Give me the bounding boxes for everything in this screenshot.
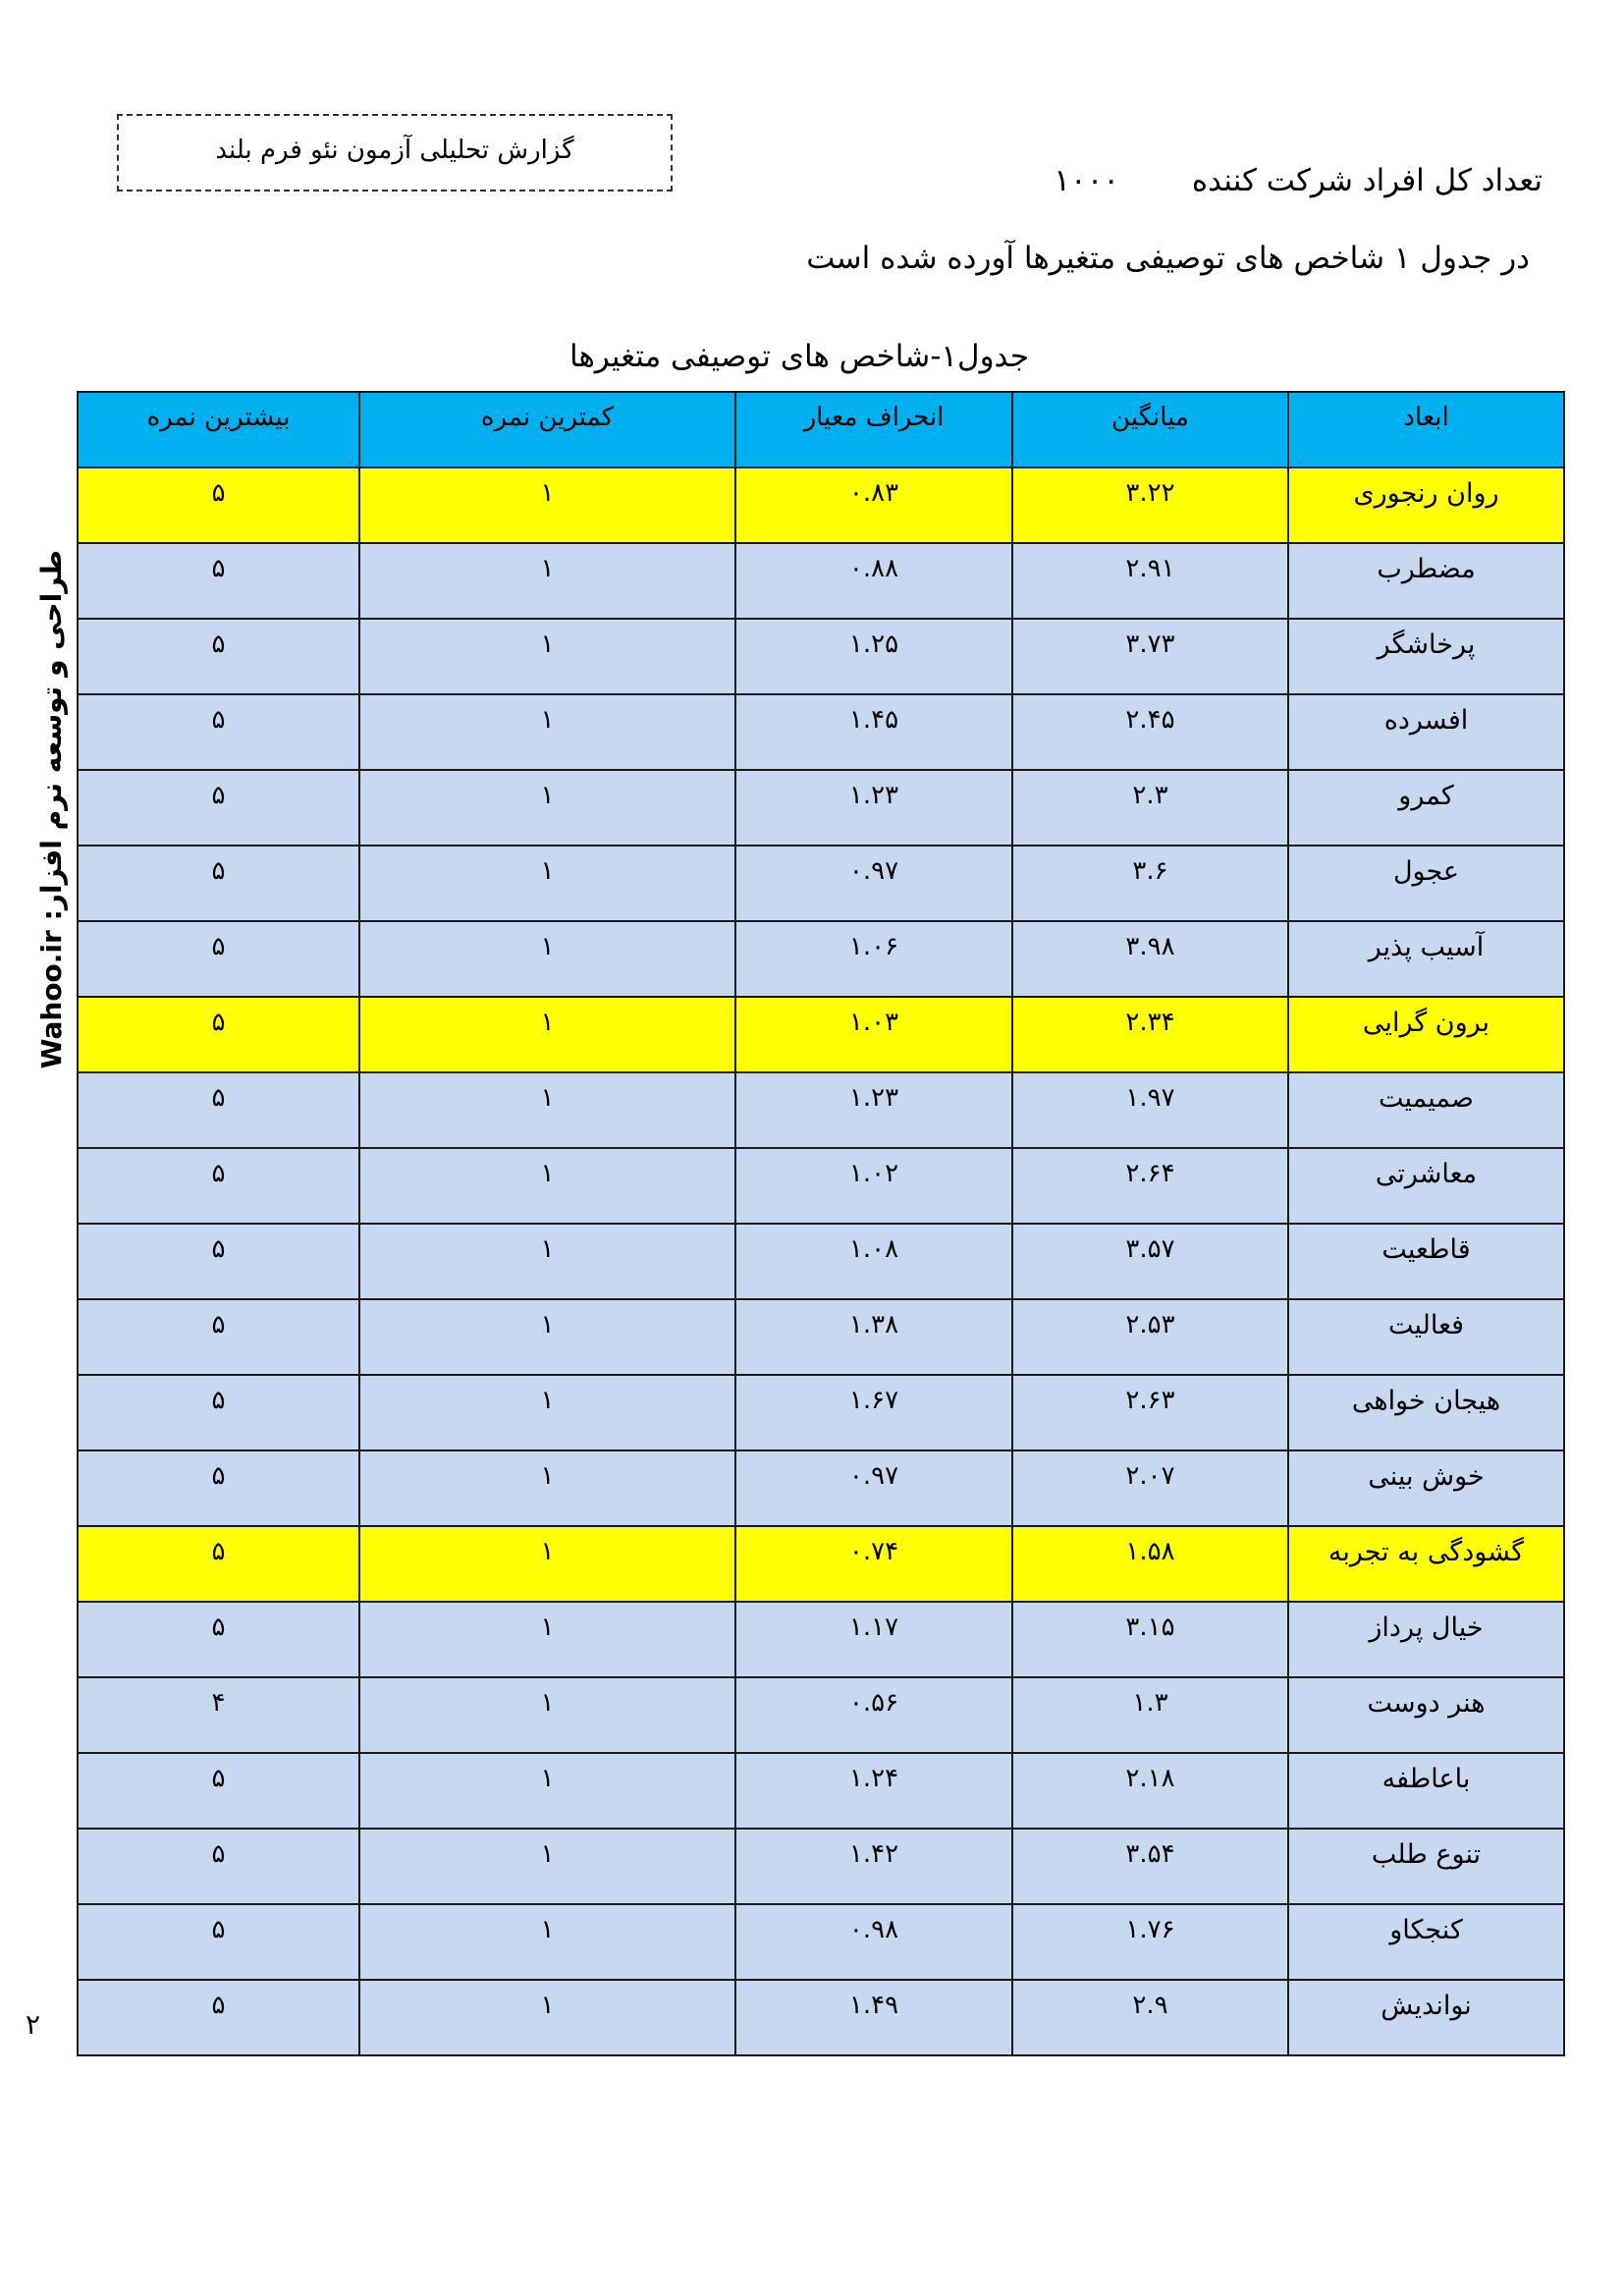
sd-cell: ۰.۹۷ (735, 1450, 1012, 1526)
mean-cell: ۲.۳۴ (1012, 997, 1288, 1072)
min-score-cell: ۱ (359, 694, 735, 770)
table-row (78, 1602, 1564, 1677)
sd-cell: ۱.۲۳ (735, 1072, 1012, 1148)
sd-cell: ۱.۲۴ (735, 1753, 1012, 1829)
min-score-cell: ۱ (359, 1677, 735, 1753)
column-header: ابعاد (1288, 392, 1564, 467)
min-score-cell: ۱ (359, 846, 735, 921)
column-header: انحراف معیار (735, 392, 1012, 467)
mean-cell: ۳.۶ (1012, 846, 1288, 921)
page-number: ۲ (26, 2008, 41, 2041)
table-row (78, 1829, 1564, 1904)
min-score-cell: ۱ (359, 997, 735, 1072)
min-score-cell: ۱ (359, 1980, 735, 2055)
participants-count: ۱۰۰۰ (1054, 163, 1119, 198)
table-row (78, 921, 1564, 997)
dimension-cell: آسیب پذیر (1288, 921, 1564, 997)
dimension-cell: کمرو (1288, 770, 1564, 846)
mean-cell: ۳.۱۵ (1012, 1602, 1288, 1677)
min-score-cell: ۱ (359, 1299, 735, 1375)
min-score-cell: ۱ (359, 1072, 735, 1148)
mean-cell: ۲.۱۸ (1012, 1753, 1288, 1829)
mean-cell: ۳.۵۴ (1012, 1829, 1288, 1904)
min-score-cell: ۱ (359, 1602, 735, 1677)
mean-cell: ۱.۵۸ (1012, 1526, 1288, 1602)
min-score-cell: ۱ (359, 1450, 735, 1526)
sd-cell: ۱.۰۳ (735, 997, 1012, 1072)
sd-cell: ۰.۸۳ (735, 467, 1012, 543)
sd-cell: ۱.۰۲ (735, 1148, 1012, 1224)
max-score-cell: ۵ (78, 846, 359, 921)
max-score-cell: ۵ (78, 1450, 359, 1526)
participants-label: تعداد کل افراد شرکت کننده (1191, 163, 1543, 198)
mean-cell: ۳.۲۲ (1012, 467, 1288, 543)
dimension-cell: برون گرایی (1288, 997, 1564, 1072)
min-score-cell: ۱ (359, 1375, 735, 1450)
sd-cell: ۰.۵۶ (735, 1677, 1012, 1753)
max-score-cell: ۴ (78, 1677, 359, 1753)
dimension-cell: مضطرب (1288, 543, 1564, 619)
report-title-box (117, 114, 673, 191)
max-score-cell: ۵ (78, 694, 359, 770)
min-score-cell: ۱ (359, 1148, 735, 1224)
min-score-cell: ۱ (359, 770, 735, 846)
table-row (78, 770, 1564, 846)
mean-cell: ۲.۶۳ (1012, 1375, 1288, 1450)
max-score-cell: ۵ (78, 543, 359, 619)
max-score-cell: ۵ (78, 1753, 359, 1829)
sd-cell: ۱.۴۲ (735, 1829, 1012, 1904)
intro-text: در جدول ۱ شاخص های توصیفی متغیرها آورده شده است (806, 241, 1530, 276)
table-row (78, 543, 1564, 619)
table-row (78, 1904, 1564, 1980)
table-row (78, 619, 1564, 694)
sd-cell: ۱.۴۹ (735, 1980, 1012, 2055)
mean-cell: ۱.۳ (1012, 1677, 1288, 1753)
sd-cell: ۱.۰۸ (735, 1224, 1012, 1299)
mean-cell: ۳.۷۳ (1012, 619, 1288, 694)
mean-cell: ۲.۶۴ (1012, 1148, 1288, 1224)
mean-cell: ۱.۹۷ (1012, 1072, 1288, 1148)
column-header: بیشترین نمره (78, 392, 359, 467)
min-score-cell: ۱ (359, 543, 735, 619)
sd-cell: ۱.۲۵ (735, 619, 1012, 694)
table-row (78, 1072, 1564, 1148)
max-score-cell: ۵ (78, 1980, 359, 2055)
dimension-cell: کنجکاو (1288, 1904, 1564, 1980)
dimension-cell: هنر دوست (1288, 1677, 1564, 1753)
dimension-cell: نواندیش (1288, 1980, 1564, 2055)
max-score-cell: ۵ (78, 1299, 359, 1375)
mean-cell: ۲.۹۱ (1012, 543, 1288, 619)
mean-cell: ۱.۷۶ (1012, 1904, 1288, 1980)
column-header: میانگین (1012, 392, 1288, 467)
table-row (78, 1980, 1564, 2055)
table-row (78, 1450, 1564, 1526)
table-caption: جدول۱-شاخص های توصیفی متغیرها (569, 339, 1029, 374)
dimension-cell: گشودگی به تجربه (1288, 1526, 1564, 1602)
max-score-cell: ۵ (78, 1375, 359, 1450)
sd-cell: ۰.۸۸ (735, 543, 1012, 619)
dimension-cell: صمیمیت (1288, 1072, 1564, 1148)
sd-cell: ۱.۱۷ (735, 1602, 1012, 1677)
sd-cell: ۱.۶۷ (735, 1375, 1012, 1450)
max-score-cell: ۵ (78, 1072, 359, 1148)
min-score-cell: ۱ (359, 619, 735, 694)
sd-cell: ۱.۳۸ (735, 1299, 1012, 1375)
table-row (78, 467, 1564, 543)
table-row (78, 1526, 1564, 1602)
max-score-cell: ۵ (78, 1526, 359, 1602)
dimension-cell: عجول (1288, 846, 1564, 921)
min-score-cell: ۱ (359, 467, 735, 543)
dimension-cell: روان رنجوری (1288, 467, 1564, 543)
mean-cell: ۳.۵۷ (1012, 1224, 1288, 1299)
dimension-cell: پرخاشگر (1288, 619, 1564, 694)
table-header-row (78, 392, 1564, 467)
min-score-cell: ۱ (359, 1526, 735, 1602)
table-row (78, 1753, 1564, 1829)
sd-cell: ۱.۴۵ (735, 694, 1012, 770)
max-score-cell: ۵ (78, 1829, 359, 1904)
max-score-cell: ۵ (78, 1602, 359, 1677)
dimension-cell: فعالیت (1288, 1299, 1564, 1375)
min-score-cell: ۱ (359, 1829, 735, 1904)
min-score-cell: ۱ (359, 1904, 735, 1980)
dimension-cell: هیجان خواهی (1288, 1375, 1564, 1450)
table-row (78, 997, 1564, 1072)
max-score-cell: ۵ (78, 921, 359, 997)
column-header: کمترین نمره (359, 392, 735, 467)
mean-cell: ۲.۹ (1012, 1980, 1288, 2055)
table-row (78, 846, 1564, 921)
mean-cell: ۲.۳ (1012, 770, 1288, 846)
table-row (78, 1148, 1564, 1224)
sd-cell: ۱.۰۶ (735, 921, 1012, 997)
sd-cell: ۰.۹۷ (735, 846, 1012, 921)
table-row (78, 1224, 1564, 1299)
sd-cell: ۱.۲۳ (735, 770, 1012, 846)
report-title: گزارش تحلیلی آزمون نئو فرم بلند (215, 136, 574, 165)
table-row (78, 1677, 1564, 1753)
descriptive-stats-table (77, 391, 1565, 2056)
min-score-cell: ۱ (359, 1224, 735, 1299)
dimension-cell: خوش بینی (1288, 1450, 1564, 1526)
dimension-cell: باعاطفه (1288, 1753, 1564, 1829)
sd-cell: ۰.۷۴ (735, 1526, 1012, 1602)
max-score-cell: ۵ (78, 770, 359, 846)
table-row (78, 694, 1564, 770)
dimension-cell: افسرده (1288, 694, 1564, 770)
max-score-cell: ۵ (78, 1148, 359, 1224)
table-row (78, 1375, 1564, 1450)
dimension-cell: قاطعیت (1288, 1224, 1564, 1299)
mean-cell: ۳.۹۸ (1012, 921, 1288, 997)
max-score-cell: ۵ (78, 997, 359, 1072)
max-score-cell: ۵ (78, 1904, 359, 1980)
min-score-cell: ۱ (359, 1753, 735, 1829)
min-score-cell: ۱ (359, 921, 735, 997)
table-row (78, 1299, 1564, 1375)
max-score-cell: ۵ (78, 467, 359, 543)
side-credit-text: طراحی و توسعه نرم افزار: Wahoo.ir (35, 550, 68, 1069)
max-score-cell: ۵ (78, 619, 359, 694)
dimension-cell: خیال پرداز (1288, 1602, 1564, 1677)
participants-line (1054, 163, 1543, 198)
sd-cell: ۰.۹۸ (735, 1904, 1012, 1980)
mean-cell: ۲.۵۳ (1012, 1299, 1288, 1375)
dimension-cell: تنوع طلب (1288, 1829, 1564, 1904)
max-score-cell: ۵ (78, 1224, 359, 1299)
mean-cell: ۲.۴۵ (1012, 694, 1288, 770)
mean-cell: ۲.۰۷ (1012, 1450, 1288, 1526)
dimension-cell: معاشرتی (1288, 1148, 1564, 1224)
